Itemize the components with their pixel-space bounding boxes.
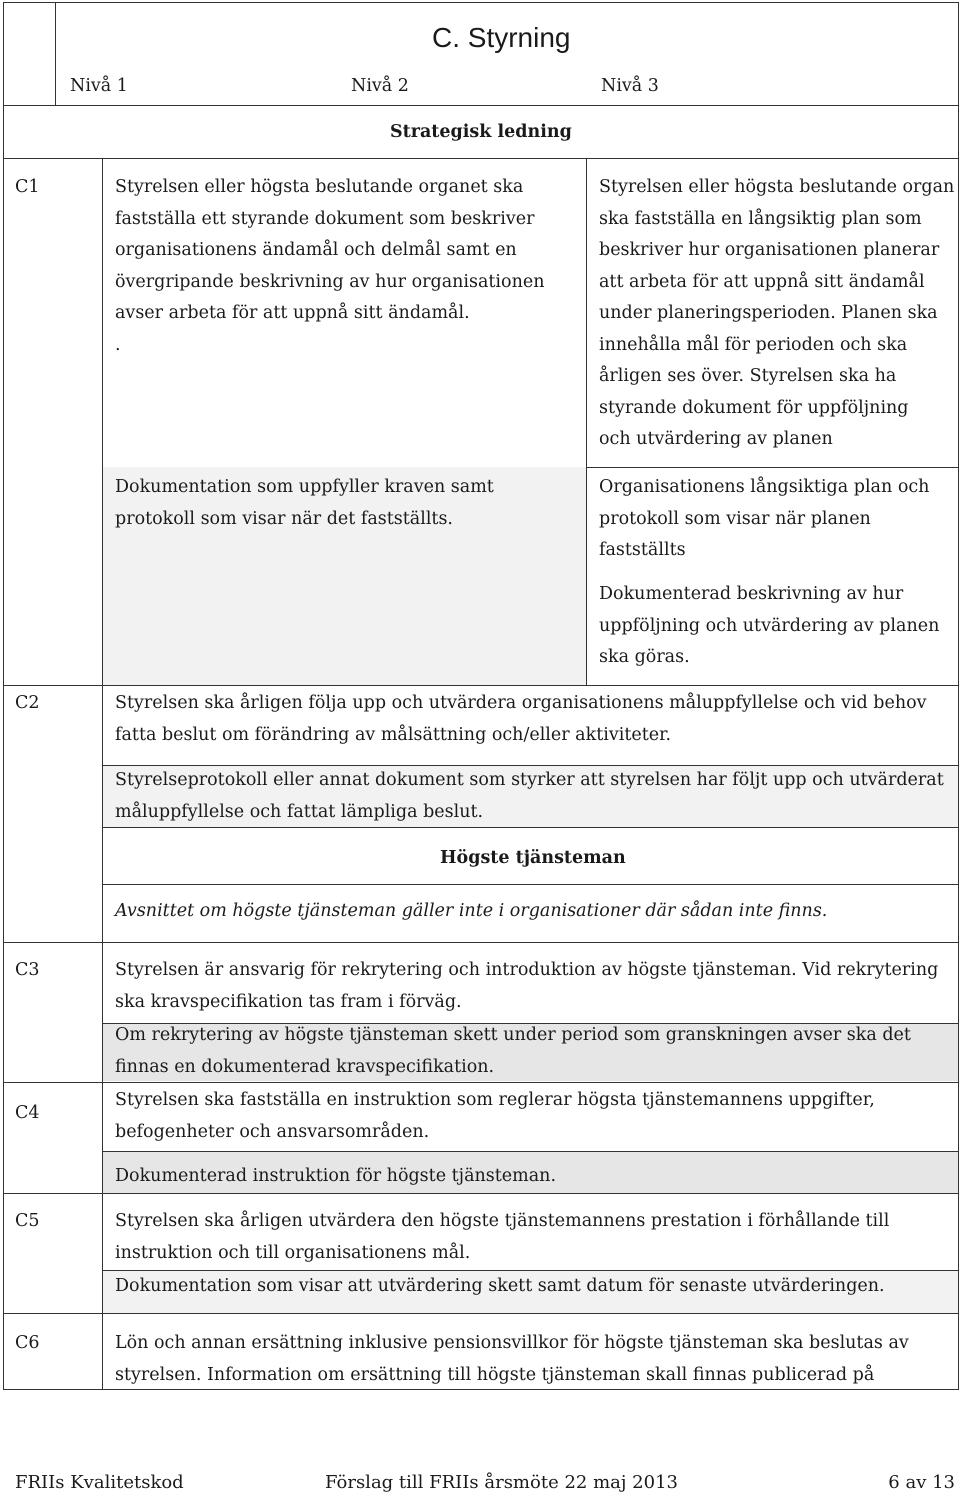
c4-requirement: Styrelsen ska fastställa en instruktion som reglerar högsta tjänstemannens uppgifter, befogenheter och ansvarsområden. <box>115 1090 875 1142</box>
c1-level2-requirement: Styrelsen eller högsta beslutande organet ska fastställa ett styrande dokument som beskriver organisationens ändamål och delmål samt en övergripande beskrivning av hur organisationen avser arbeta för att uppnå sitt ändamål. . <box>115 177 545 355</box>
col-divider-c3-c6 <box>102 942 103 1390</box>
ceo-heading-line <box>103 884 959 885</box>
header-divider-left <box>55 2 56 106</box>
footer-left: FRIIs Kvalitetskod <box>15 1472 184 1493</box>
row-id-c5: C5 <box>15 1211 40 1231</box>
ceo-section-note: Avsnittet om högste tjänsteman gäller inte i organisationer där sådan inte finns. <box>115 901 828 921</box>
row-id-c4: C4 <box>15 1103 40 1123</box>
footer-center: Förslag till FRIIs årsmöte 22 maj 2013 <box>325 1472 678 1493</box>
level-1-label: Nivå 1 <box>70 76 128 96</box>
c1-level3-requirement: Styrelsen eller högsta beslutande organ ska fastställa en långsiktig plan som beskriver hur organisationen planerar att arbeta för att uppnå sitt ändamål under planeringsperioden. Planen ska innehålla mål för perioden och ska årligen ses över. Styrelsen ska ha styrande dokument för uppföljning och utvärdering av planen <box>599 177 955 449</box>
col-divider-level3 <box>586 158 587 685</box>
row-line-c6 <box>3 1313 959 1314</box>
row-id-c1: C1 <box>15 177 40 197</box>
header-bottom-line <box>3 105 959 106</box>
level-3-label: Nivå 3 <box>601 76 659 96</box>
c1-level3-documentation-plan: Organisationens långsiktiga plan och protokoll som visar när planen fastställts <box>599 477 930 560</box>
table-border-top <box>3 2 959 3</box>
page-title: C. Styrning <box>432 22 571 53</box>
c3-documentation: Om rekrytering av högste tjänsteman skett under period som granskningen avser ska det finnas en dokumenterad kravspecifikation. <box>115 1025 911 1077</box>
row-line-c2 <box>3 685 959 686</box>
level-2-label: Nivå 2 <box>351 76 409 96</box>
c5-documentation: Dokumentation som visar att utvärdering skett samt datum för senaste utvärderingen. <box>115 1276 885 1296</box>
row-id-c3: C3 <box>15 960 40 980</box>
table-border-left <box>3 2 4 1390</box>
section-heading-ceo: Högste tjänsteman <box>440 848 626 868</box>
row-line-c3 <box>3 942 959 943</box>
c4-documentation: Dokumenterad instruktion för högste tjänsteman. <box>115 1166 557 1186</box>
col-divider-c2 <box>102 685 103 942</box>
strategic-bottom-line <box>3 158 959 159</box>
row-id-c2: C2 <box>15 693 40 713</box>
row-line-c5 <box>3 1193 959 1194</box>
c4-doc-line <box>103 1151 959 1152</box>
c2-documentation: Styrelseprotokoll eller annat dokument som styrker att styrelsen har följt upp och utvärderat måluppfyllelse och fattat lämpliga beslut. <box>115 770 944 822</box>
c3-requirement: Styrelsen är ansvarig för rekrytering och introduktion av högste tjänsteman. Vid rekrytering ska kravspecifikation tas fram i förväg. <box>115 960 939 1012</box>
c1-level3-split <box>587 467 959 468</box>
c1-level2-documentation: Dokumentation som uppfyller kraven samt protokoll som visar när det fastställts. <box>115 477 494 529</box>
c1-level3-documentation-followup: Dokumenterad beskrivning av hur uppföljning och utvärdering av planen ska göras. <box>599 584 940 667</box>
col-divider-c1 <box>102 158 103 685</box>
section-heading-strategic: Strategisk ledning <box>390 122 572 142</box>
table-border-right <box>958 2 959 1390</box>
footer-page-number: 6 av 13 <box>888 1472 955 1493</box>
c6-requirement: Lön och annan ersättning inklusive pensionsvillkor för högste tjänsteman ska beslutas av styrelsen. Information om ersättning till högste tjänsteman skall finnas publicerad på <box>115 1333 909 1385</box>
c5-requirement: Styrelsen ska årligen utvärdera den högste tjänstemannens prestation i förhållande till instruktion och till organisationens mål. <box>115 1211 890 1263</box>
row-id-c6: C6 <box>15 1333 40 1353</box>
c2-requirement: Styrelsen ska årligen följa upp och utvärdera organisationens måluppfyllelse och vid behov fatta beslut om förändring av målsättning och/eller aktiviteter. <box>115 693 927 745</box>
